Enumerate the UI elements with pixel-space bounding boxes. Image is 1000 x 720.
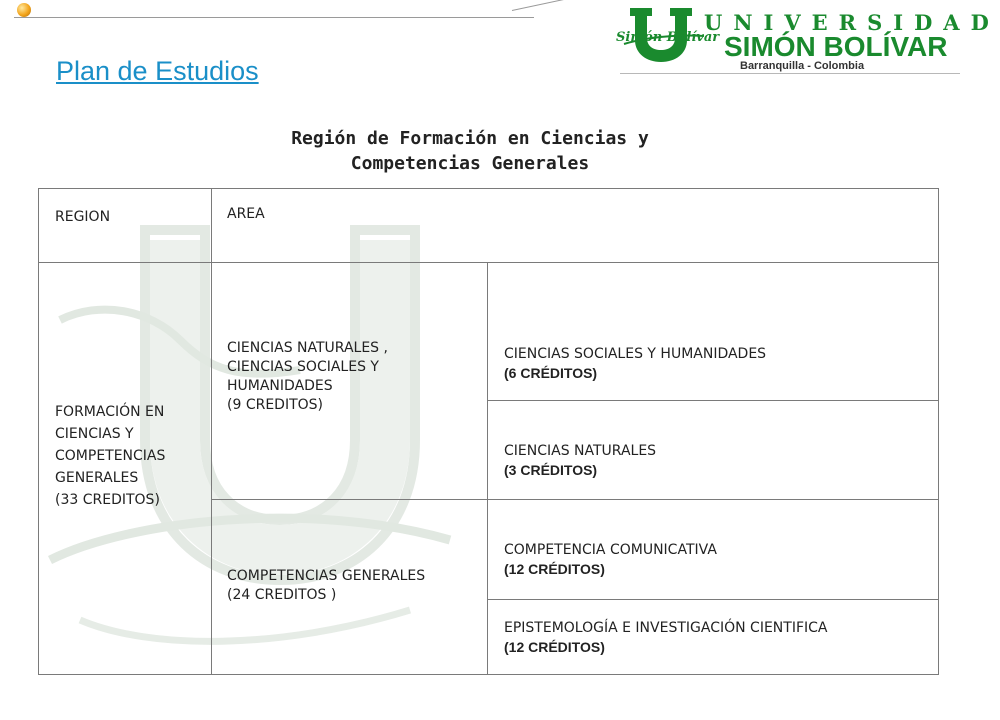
credits-number: (12 xyxy=(504,639,529,655)
header-region: REGION xyxy=(55,209,111,225)
area-cell-competencias xyxy=(227,567,425,605)
subarea-cell xyxy=(504,345,766,383)
header-area: AREA xyxy=(227,206,265,222)
table-divider xyxy=(39,262,938,263)
table-divider xyxy=(211,499,938,500)
logo-location: Barranquilla - Colombia xyxy=(740,60,865,72)
table-divider xyxy=(487,262,488,674)
subarea-name: CIENCIAS SOCIALES Y HUMANIDADES xyxy=(504,346,767,362)
region-credits: (33 CREDITOS) xyxy=(55,492,160,508)
area-credits: (9 CREDITOS) xyxy=(227,397,323,413)
subarea-credits xyxy=(504,461,656,480)
area-line: COMPETENCIAS GENERALES xyxy=(227,568,426,584)
table-title-line1: Región de Formación en Ciencias y xyxy=(291,128,649,149)
credits-label: CRÉDITOS) xyxy=(528,639,605,655)
table-title xyxy=(180,126,760,176)
region-line: COMPETENCIAS xyxy=(55,448,166,464)
credits-label: CRÉDITOS) xyxy=(520,365,598,381)
region-line: FORMACIÓN EN xyxy=(55,404,165,420)
credits-number: (6 xyxy=(504,365,521,381)
area-line: CIENCIAS SOCIALES Y xyxy=(227,359,379,375)
credits-number: (12 xyxy=(504,561,529,577)
subarea-credits xyxy=(504,638,827,657)
subarea-name: COMPETENCIA COMUNICATIVA xyxy=(504,542,717,558)
slide-title-link[interactable]: Plan de Estudios xyxy=(56,56,259,86)
region-line: GENERALES xyxy=(55,470,139,486)
logo-script-text: Simón Bolívar xyxy=(616,30,720,45)
subarea-credits xyxy=(504,560,717,579)
subarea-cell xyxy=(504,541,717,579)
area-line: HUMANIDADES xyxy=(227,378,333,394)
header-rule-angle xyxy=(512,0,571,11)
subarea-name: EPISTEMOLOGÍA E INVESTIGACIÓN CIENTIFICA xyxy=(504,620,828,636)
region-cell xyxy=(55,401,165,511)
table-divider xyxy=(211,189,212,674)
subarea-name: CIENCIAS NATURALES xyxy=(504,443,657,459)
table-title-line2: Competencias Generales xyxy=(350,153,590,174)
area-credits: (24 CREDITOS ) xyxy=(227,587,337,603)
logo-universidad: UNIVERSIDAD xyxy=(704,10,1000,35)
credits-label: CRÉDITOS) xyxy=(528,561,605,577)
university-logo xyxy=(612,4,1000,74)
header-rule xyxy=(14,17,534,18)
area-line: CIENCIAS NATURALES , xyxy=(227,340,388,356)
subarea-cell xyxy=(504,619,827,657)
slide-bullet xyxy=(17,3,31,17)
subarea-cell xyxy=(504,442,656,480)
credits-number: (3 xyxy=(504,462,521,478)
area-cell-ciencias xyxy=(227,339,388,415)
region-line: CIENCIAS Y xyxy=(55,426,134,442)
subarea-credits xyxy=(504,364,766,383)
study-plan-table xyxy=(38,188,939,675)
logo-simon-bolivar: SIMÓN BOLÍVAR xyxy=(724,31,948,62)
table-divider xyxy=(487,400,938,401)
credits-label: CRÉDITOS) xyxy=(520,462,598,478)
table-divider xyxy=(487,599,938,600)
